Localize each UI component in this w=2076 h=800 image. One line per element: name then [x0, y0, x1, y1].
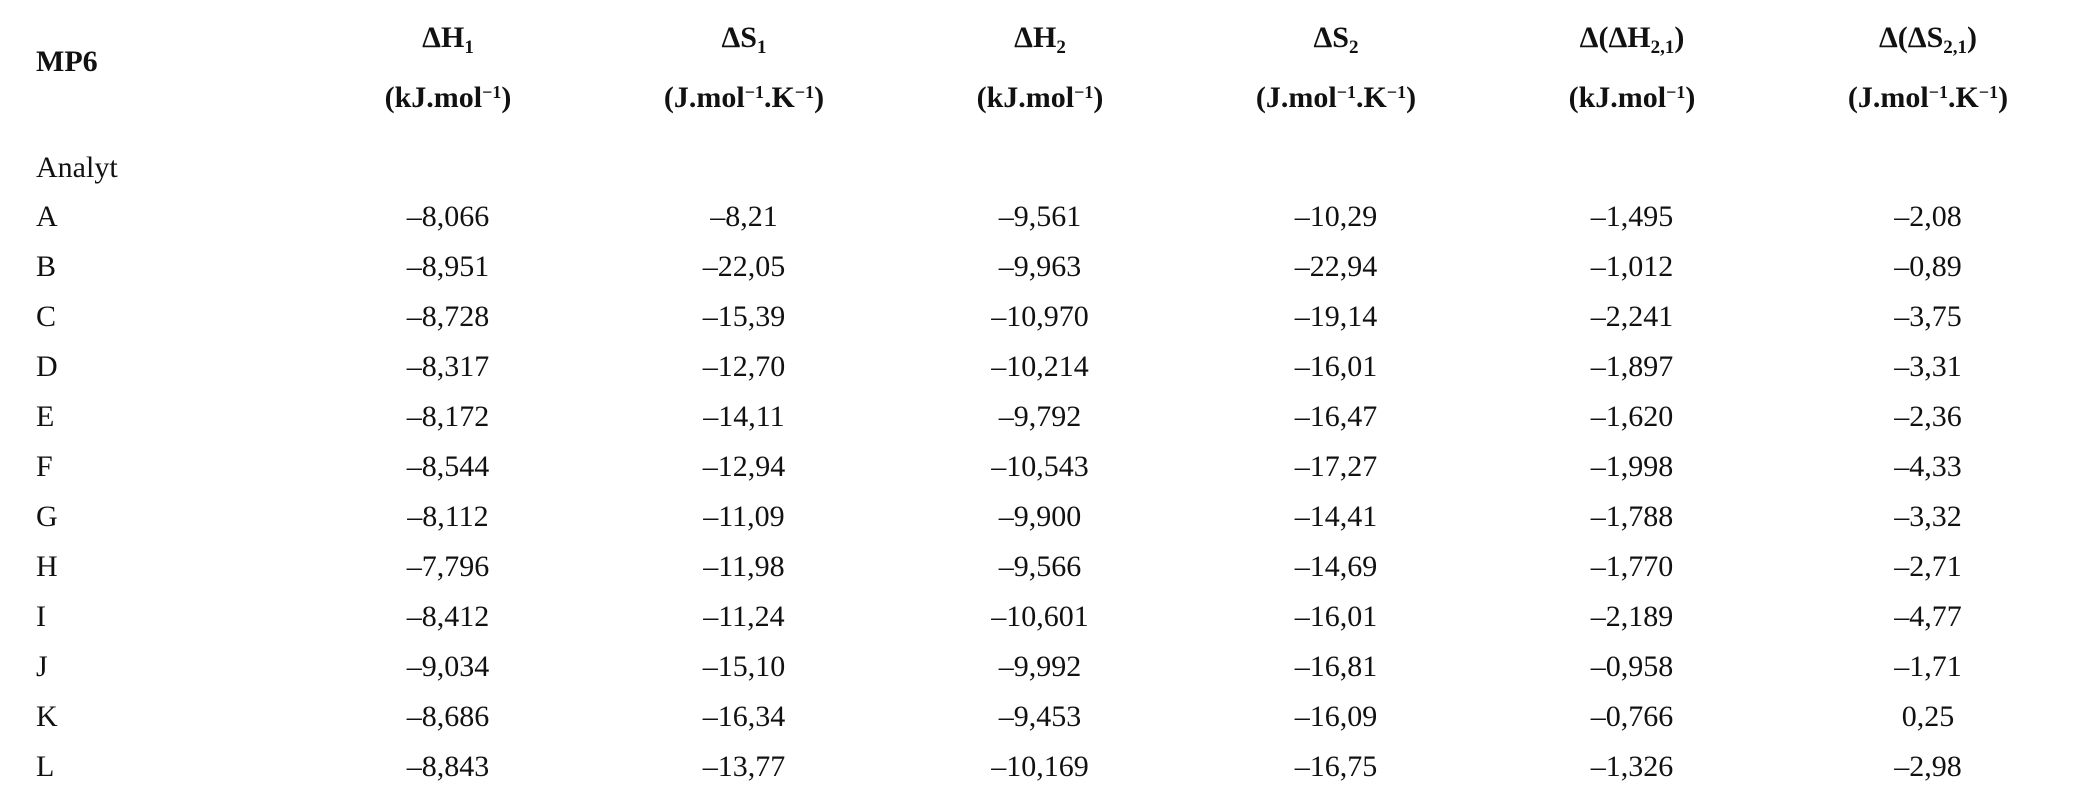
stub-header: MP6 — [36, 45, 98, 78]
table-cell: –1,788 — [1590, 500, 1674, 533]
table-cell: –0,89 — [1894, 250, 1962, 283]
table-cell: –10,543 — [991, 450, 1089, 483]
table-cell: –10,601 — [991, 600, 1089, 633]
table-cell: –2,36 — [1894, 400, 1962, 433]
table-cell: –8,112 — [407, 500, 489, 533]
table-cell: –1,620 — [1590, 400, 1674, 433]
table-cell: –3,75 — [1894, 300, 1962, 333]
analyte-label: D — [36, 350, 58, 383]
analyte-label: G — [36, 500, 58, 533]
table-row — [0, 392, 2076, 442]
table-cell: –1,71 — [1894, 650, 1962, 683]
table-cell: –1,326 — [1590, 750, 1674, 783]
table-cell: –15,10 — [702, 650, 786, 683]
table-cell: –14,69 — [1294, 550, 1378, 583]
table-header — [0, 0, 2076, 144]
table-row — [0, 442, 2076, 492]
table-row — [0, 342, 2076, 392]
table-cell: –10,29 — [1294, 200, 1378, 233]
column-symbol: $\Delta(\Delta S_{2,1})$ — [1878, 21, 1978, 58]
table-cell: –8,21 — [710, 200, 778, 233]
table-cell: –4,33 — [1894, 450, 1962, 483]
table-cell: –9,792 — [998, 400, 1082, 433]
table-cell: –2,98 — [1894, 750, 1962, 783]
analyte-label: B — [36, 250, 57, 283]
table-cell: –14,41 — [1294, 500, 1378, 533]
table-cell: –15,39 — [702, 300, 786, 333]
column-symbol: $\Delta(\Delta H_{2,1})$ — [1579, 21, 1685, 58]
table-cell: –9,566 — [998, 550, 1082, 583]
table-cell: –14,11 — [703, 400, 785, 433]
table-cell: –17,27 — [1294, 450, 1378, 483]
table-cell: –9,561 — [998, 200, 1082, 233]
table-cell: –22,94 — [1294, 250, 1378, 283]
table-cell: –16,47 — [1294, 400, 1378, 433]
column-symbol: $\Delta S_2$ — [1313, 21, 1359, 58]
table-cell: –9,034 — [406, 650, 490, 683]
table-cell: –12,94 — [702, 450, 786, 483]
column-unit: $(J.mol^{-1}.K^{-1})$ — [663, 81, 825, 114]
table-cell: –4,77 — [1894, 600, 1962, 633]
table-cell: –22,05 — [702, 250, 786, 283]
table-cell: –8,544 — [406, 450, 490, 483]
group-row — [0, 144, 2076, 192]
table-cell: –8,843 — [406, 750, 490, 783]
column-header — [1484, 0, 1780, 144]
table-cell: –9,963 — [998, 250, 1082, 283]
analyte-label: F — [36, 450, 53, 483]
table-cell: –16,75 — [1294, 750, 1378, 783]
table-cell: –9,900 — [998, 500, 1082, 533]
table-cell: –8,172 — [406, 400, 490, 433]
table-cell: –8,317 — [406, 350, 490, 383]
column-header — [596, 0, 892, 144]
table-cell: –7,796 — [406, 550, 490, 583]
table-cell: –8,686 — [406, 700, 490, 733]
table-cell: –1,012 — [1590, 250, 1674, 283]
table-cell: –1,495 — [1590, 200, 1674, 233]
table-cell: 0,25 — [1901, 700, 1955, 733]
group-label: Analyt — [36, 151, 118, 184]
column-unit: (kJ.mol$^{-1}$) — [1568, 81, 1696, 114]
column-symbol: $\Delta H_1$ — [422, 21, 474, 58]
table-cell: –9,453 — [998, 700, 1082, 733]
table-row — [0, 642, 2076, 692]
table-cell: –2,08 — [1894, 200, 1962, 233]
table-row — [0, 192, 2076, 242]
table-cell: –10,970 — [991, 300, 1089, 333]
table-body — [0, 144, 2076, 792]
table-cell: –11,09 — [703, 500, 785, 533]
table-cell: –9,992 — [998, 650, 1082, 683]
column-unit: (kJ.mol$^{-1}$) — [976, 81, 1104, 114]
table-cell: –1,770 — [1590, 550, 1674, 583]
column-header — [1188, 0, 1484, 144]
table-cell: –0,958 — [1590, 650, 1674, 683]
column-symbol: $\Delta H_2$ — [1014, 21, 1066, 58]
table-cell: –11,98 — [703, 550, 785, 583]
analyte-label: A — [36, 200, 58, 233]
table-cell: –19,14 — [1294, 300, 1378, 333]
table-cell: –16,81 — [1294, 650, 1378, 683]
analyte-label: K — [36, 700, 58, 733]
table-cell: –13,77 — [702, 750, 786, 783]
table-row — [0, 592, 2076, 642]
table-cell: –2,189 — [1590, 600, 1674, 633]
column-header — [892, 0, 1188, 144]
table-cell: –0,766 — [1590, 700, 1674, 733]
table-cell: –8,728 — [406, 300, 490, 333]
table-cell: –11,24 — [703, 600, 785, 633]
header-row — [0, 0, 2076, 144]
column-unit: $(J.mol^{-1}.K^{-1})$ — [1847, 81, 2009, 114]
analyte-label: J — [36, 650, 48, 683]
column-unit: $(J.mol^{-1}.K^{-1})$ — [1255, 81, 1417, 114]
table-row — [0, 292, 2076, 342]
analyte-label: I — [36, 600, 46, 633]
table-cell: –1,998 — [1590, 450, 1674, 483]
table-cell: –16,01 — [1294, 600, 1378, 633]
table-cell: –8,066 — [406, 200, 490, 233]
table-cell: –10,169 — [991, 750, 1089, 783]
table-cell: –16,01 — [1294, 350, 1378, 383]
table-cell: –10,214 — [991, 350, 1089, 383]
column-header — [300, 0, 596, 144]
column-header — [1780, 0, 2076, 144]
table-cell: –16,09 — [1294, 700, 1378, 733]
table-row — [0, 242, 2076, 292]
table-cell: –3,32 — [1894, 500, 1962, 533]
analyte-label: H — [36, 550, 58, 583]
table-cell: –16,34 — [702, 700, 786, 733]
analyte-label: L — [36, 750, 55, 783]
table-cell: –2,71 — [1894, 550, 1962, 583]
column-symbol: $\Delta S_1$ — [721, 21, 767, 58]
table-cell: –1,897 — [1590, 350, 1674, 383]
table-cell: –3,31 — [1894, 350, 1962, 383]
analyte-label: C — [36, 300, 57, 333]
table-cell: –12,70 — [702, 350, 786, 383]
column-unit: (kJ.mol$^{-1}$) — [384, 81, 512, 114]
table-cell: –2,241 — [1590, 300, 1674, 333]
analyte-label: E — [36, 400, 55, 433]
table-cell: –8,412 — [406, 600, 490, 633]
table-row — [0, 742, 2076, 792]
table-row — [0, 692, 2076, 742]
table-cell: –8,951 — [406, 250, 490, 283]
table-row — [0, 492, 2076, 542]
table-row — [0, 542, 2076, 592]
